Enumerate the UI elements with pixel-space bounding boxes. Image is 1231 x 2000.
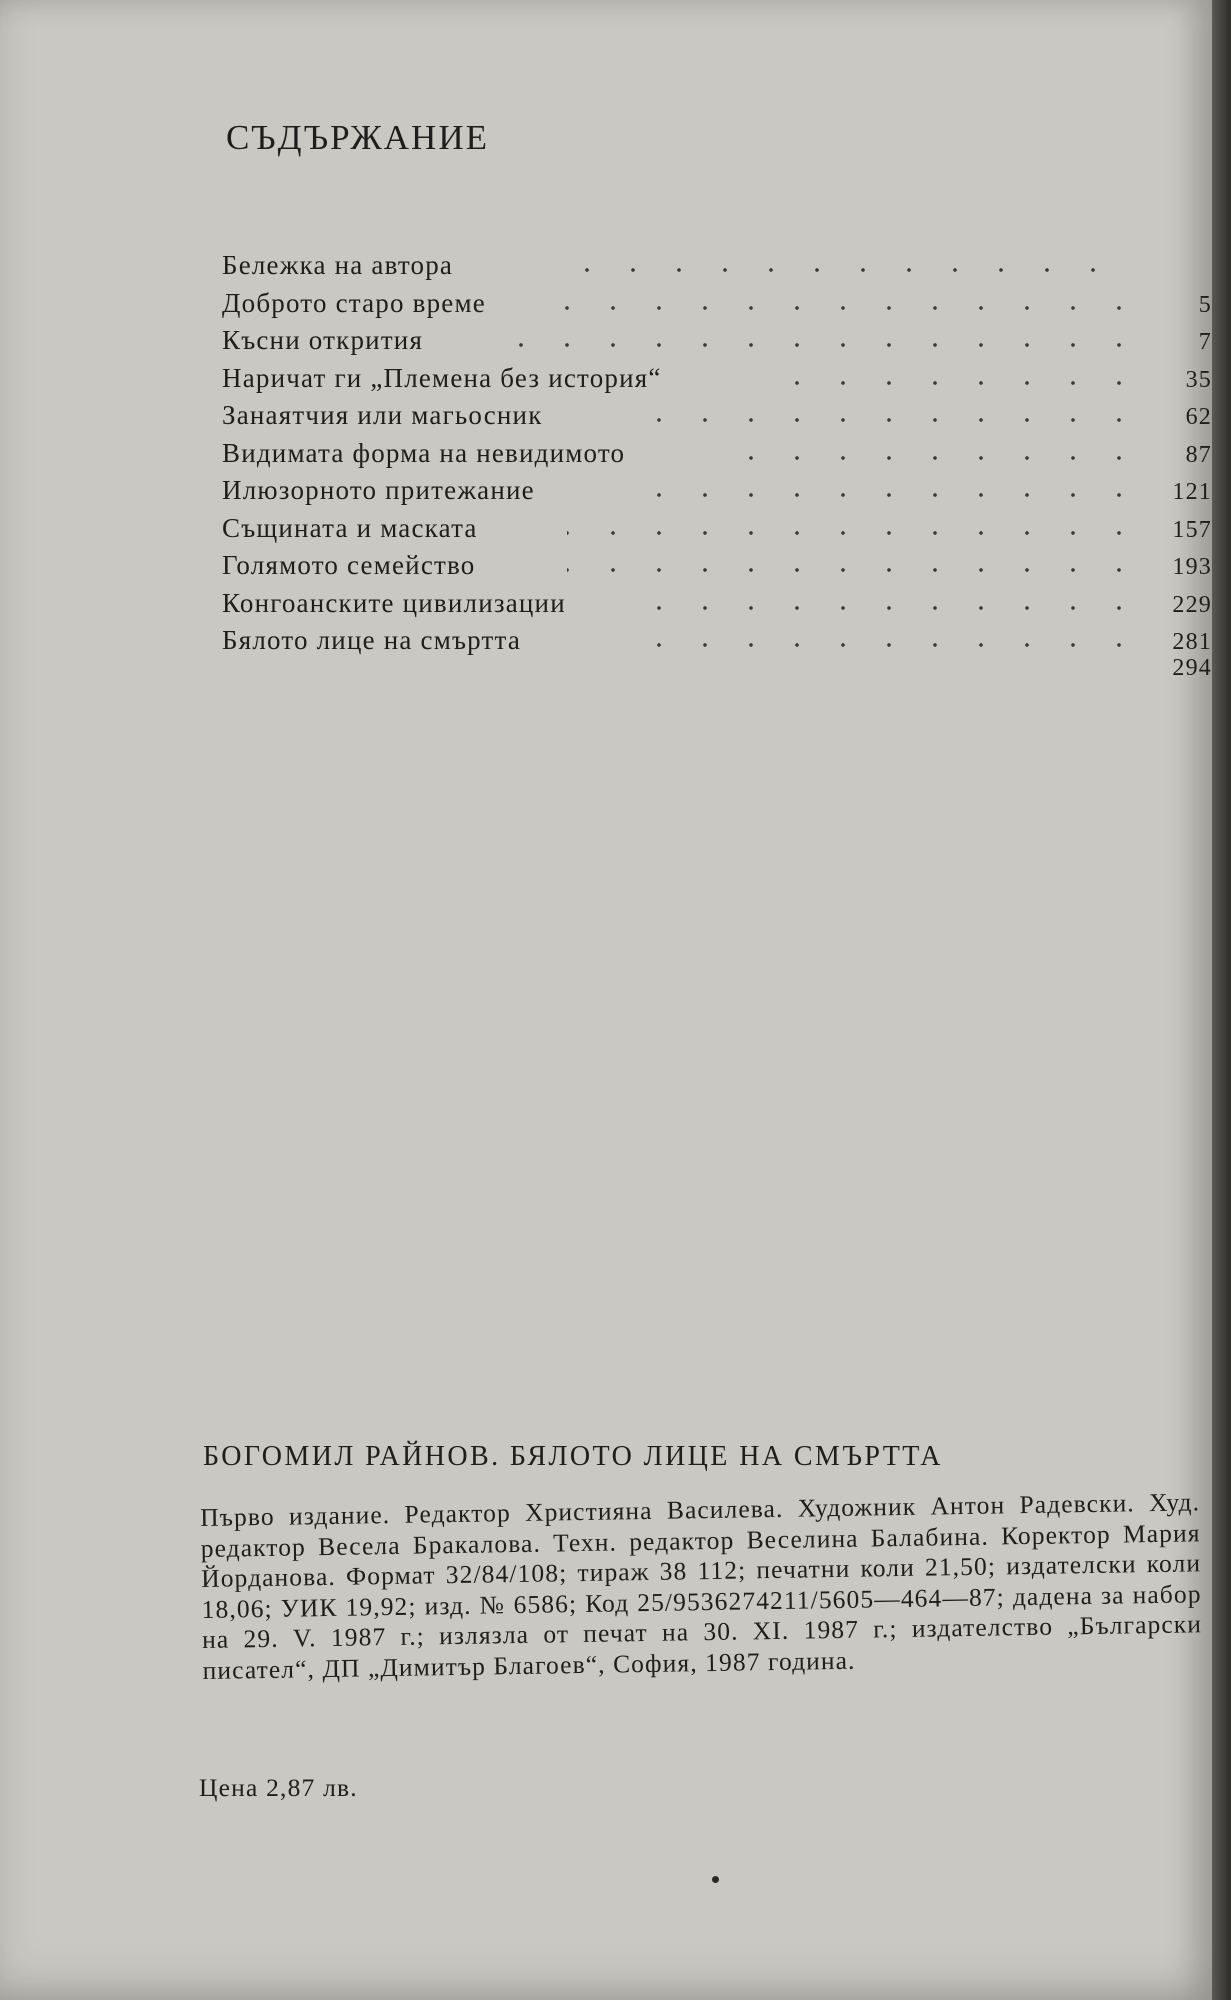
toc-entry-page: 121	[1172, 479, 1212, 505]
toc-entry	[222, 625, 1212, 663]
toc-entry-page: 5	[1198, 291, 1212, 318]
toc-entry-title: Късни открития	[222, 325, 424, 355]
price: Цена 2,87 лв.	[199, 1773, 358, 1802]
toc-entry	[222, 588, 1212, 626]
toc-entry-title: Наричат ги „Племена без история“	[222, 362, 662, 393]
dot-leader	[487, 343, 1142, 347]
toc-entry	[222, 250, 1212, 288]
toc-entry	[222, 513, 1212, 551]
toc-entry-title: Илюзорното притежание	[222, 475, 535, 505]
dot-leader	[627, 493, 1142, 497]
toc-entry-title: Конгоанските цивилизации	[222, 587, 566, 618]
dot-leader	[762, 381, 1142, 385]
toc-entry-page: 35	[1185, 366, 1212, 393]
toc-entry	[222, 325, 1212, 363]
toc-entry-page: 87	[1185, 441, 1212, 468]
toc-entry-title: Бележка на автора	[222, 250, 454, 280]
imprint-heading: БОГОМИЛ РАЙНОВ. БЯЛОТО ЛИЦЕ НА СМЪРТТА	[203, 1441, 943, 1472]
toc-entry-page: 229	[1172, 591, 1212, 618]
toc-entry-title: Доброто старо време	[222, 287, 486, 318]
toc-entry-page: 294	[1172, 654, 1212, 681]
page-edge-shadow	[1212, 0, 1231, 2000]
toc-entry-page: 62	[1185, 404, 1212, 430]
toc-entry-page: 193	[1172, 554, 1212, 580]
toc-entry-title: Голямото семейство	[222, 550, 476, 580]
toc-entry-page: 7	[1198, 329, 1212, 355]
toc-entry	[222, 550, 1212, 588]
dot-leader	[652, 606, 1142, 610]
dot-leader	[567, 568, 1142, 572]
toc-entry-title: Същината и маската	[222, 512, 478, 543]
toc-entry-title: Видимата форма на невидимото	[222, 437, 626, 468]
dot-leader	[567, 531, 1142, 535]
toc-entry	[222, 438, 1212, 476]
table-of-contents	[222, 250, 1212, 700]
toc-entry	[222, 288, 1212, 326]
toc-entry	[222, 654, 1212, 701]
toc-entry	[222, 475, 1212, 513]
toc-entry-page: 281	[1172, 629, 1212, 655]
dot-leader	[722, 456, 1142, 460]
dot-leader	[632, 418, 1142, 422]
page-mark-dot	[712, 1876, 719, 1883]
toc-entry	[222, 400, 1212, 438]
toc-entry-title: Бялото лице на смъртта	[222, 625, 522, 655]
dot-leader	[617, 643, 1142, 647]
toc-entry-page: 157	[1172, 516, 1212, 543]
toc-entry	[222, 363, 1212, 401]
toc-entry-title: Занаятчия или магьосник	[222, 400, 543, 430]
dot-leader	[557, 306, 1142, 310]
imprint-body: Първо издание. Редактор Християна Василева. Художник Антон Радевски. Худ. редактор Весела Бракалова. Техн. редактор Веселина Балабина. Коректор Мария Йорданова. Формат 32/84/108; тираж 38 112; печатни коли 21,50; издателски коли 18,06; УИК 19,92; изд. № 6586; Код 25/9536274211/5605—464—87; дадена за набор на 29. V. 1987 г.; излязла от печат на 30. XI. 1987 г.; издателство „Български писател“, ДП „Димитър Благоев“, София, 1987 година.	[200, 1487, 1203, 1685]
toc-title: СЪДЪРЖАНИЕ	[226, 118, 489, 157]
dot-leader	[562, 268, 1116, 272]
